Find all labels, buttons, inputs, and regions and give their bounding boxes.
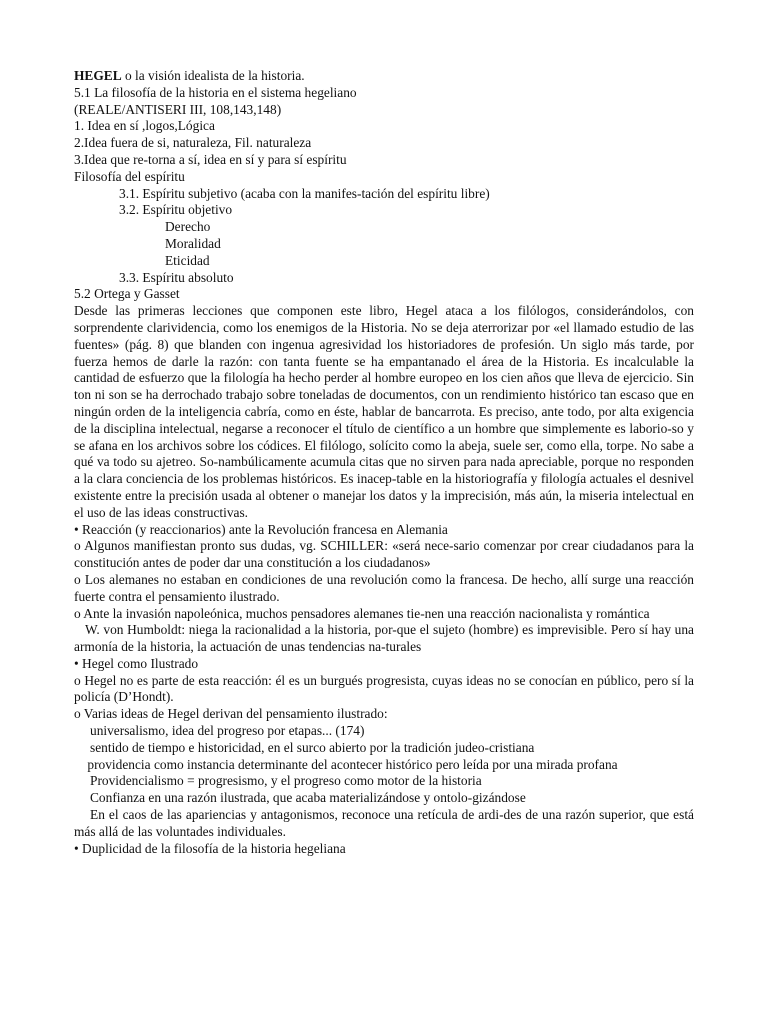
ortega-paragraph: Desde las primeras lecciones que componen este libro, Hegel ataca a los filólogos, considerándolos, con sorprendente clarividencia, como los enemigos de la Historia. No se deja aterrorizar por «el llamado estudio de las fuentes» (pág. 8) que blanden con ingenua agresividad los historiadores de profesión. Un siglo más tarde, por fuerza hemos de darle la razón: con tanta fuente se ha empantanado el área de la Historia. Es incalculable la cantidad de esfuerzo que la filología ha hecho perder al hombre europeo en los cien años que lleva de ejercicio. Sin ton ni son se ha derrochado trabajo sobre toneladas de documentos, con un rendimiento histórico tan escaso que en ningún orden de la inteligencia cabría, como en éste, hablar de bancarrota. Es preciso, ante todo, por alta exigencia de la disciplina intelectual, negarse a reconocer el título de científico a un hombre que simplemente es laborio-so y se afana en los archivos sobre los códices. El filólogo, solícito como la abeja, suele ser, como ella, torpe. No sabe a qué va todo su ajetreo. So-nambúlicamente acumula citas que no sirven para nada apreciable, porque no responden a la clara conciencia de los problemas históricos. Es inacep-table en la historiografía y filología actuales el desnivel existente entre la precisión usada al obtener o manejar los datos y la imprecisión, más aún, la miseria intelectual en el uso de las ideas constructivas. — [74, 303, 694, 520]
reference: (REALE/ANTISERI III, 108,143,148) — [74, 101, 282, 117]
document-page — [74, 68, 694, 857]
bullet-line: universalismo, idea del progreso por etapas... (174) — [90, 723, 365, 739]
bullet-line: o Hegel no es parte de esta reacción: él es un burgués progresista, cuyas ideas no se conocían en público, pero sí la policía (D’Hondt). — [74, 672, 694, 705]
bullet-line: • Hegel como Ilustrado — [74, 655, 199, 671]
list-item: 1. Idea en sí ,logos,Lógica — [74, 118, 215, 134]
subitem-3-3: 3.3. Espíritu absoluto — [119, 269, 234, 285]
list-item: Filosofía del espíritu — [74, 168, 185, 184]
section-heading-5-2: 5.2 Ortega y Gasset — [74, 286, 180, 302]
bullet-line: o Ante la invasión napoleónica, muchos pensadores alemanes tie-nen una reacción nacionalista y romántica — [74, 605, 650, 621]
bullet-line: • Reacción (y reaccionarios) ante la Revolución francesa en Alemania — [74, 521, 448, 537]
bullet-line: Confianza en una razón ilustrada, que acaba materializándose y ontolo-gizándose — [90, 790, 526, 806]
bullet-line: En el caos de las apariencias y antagonismos, reconoce una retícula de ardi-des de una razón superior, que está más allá de las voluntades individuales. — [74, 807, 694, 839]
bullet-line: • Duplicidad de la filosofía de la historia hegeliana — [74, 840, 346, 856]
subitem-moralidad: Moralidad — [165, 235, 221, 251]
bullet-line: o Varias ideas de Hegel derivan del pensamiento ilustrado: — [74, 706, 388, 722]
bullet-line: providencia como instancia determinante del acontecer histórico pero leída por una mirada profana — [74, 756, 618, 772]
subitem-eticidad: Eticidad — [165, 252, 210, 268]
list-item: 3.Idea que re-torna a sí, idea en sí y para sí espíritu — [74, 151, 347, 167]
subitem-3-2: 3.2. Espíritu objetivo — [119, 202, 233, 218]
bullet-line: W. von Humboldt: niega la racionalidad a la historia, por-que el sujeto (hombre) es imprevisible. Pero sí hay una armonía de la historia, la actuación de unas tendencias na-turales — [74, 622, 694, 655]
bullet-line: Providencialismo = progresismo, y el progreso como motor de la historia — [90, 773, 482, 789]
section-heading-5-1: 5.1 La filosofía de la historia en el sistema hegeliano — [74, 84, 357, 100]
subitem-derecho: Derecho — [165, 219, 211, 235]
bullet-line: sentido de tiempo e historicidad, en el surco abierto por la tradición judeo-cristiana — [90, 739, 535, 755]
title-rest: o la visión idealista de la historia. — [121, 68, 305, 83]
bullet-list — [74, 522, 694, 858]
subitem-3-1: 3.1. Espíritu subjetivo (acaba con la manifes-tación del espíritu libre) — [119, 185, 490, 201]
bullet-line: o Los alemanes no estaban en condiciones de una revolución como la francesa. De hecho, allí surge una reacción fuerte contra el pensamiento ilustrado. — [74, 571, 694, 604]
list-item: 2.Idea fuera de si, naturaleza, Fil. naturaleza — [74, 135, 312, 151]
title-bold: HEGEL — [74, 68, 122, 83]
document-title — [74, 68, 694, 85]
bullet-line: o Algunos manifiestan pronto sus dudas, vg. SCHILLER: «será nece-sario comenzar por crear ciudadanos para la constitución antes de poder dar una constitución a los ciudadanos» — [74, 538, 694, 571]
